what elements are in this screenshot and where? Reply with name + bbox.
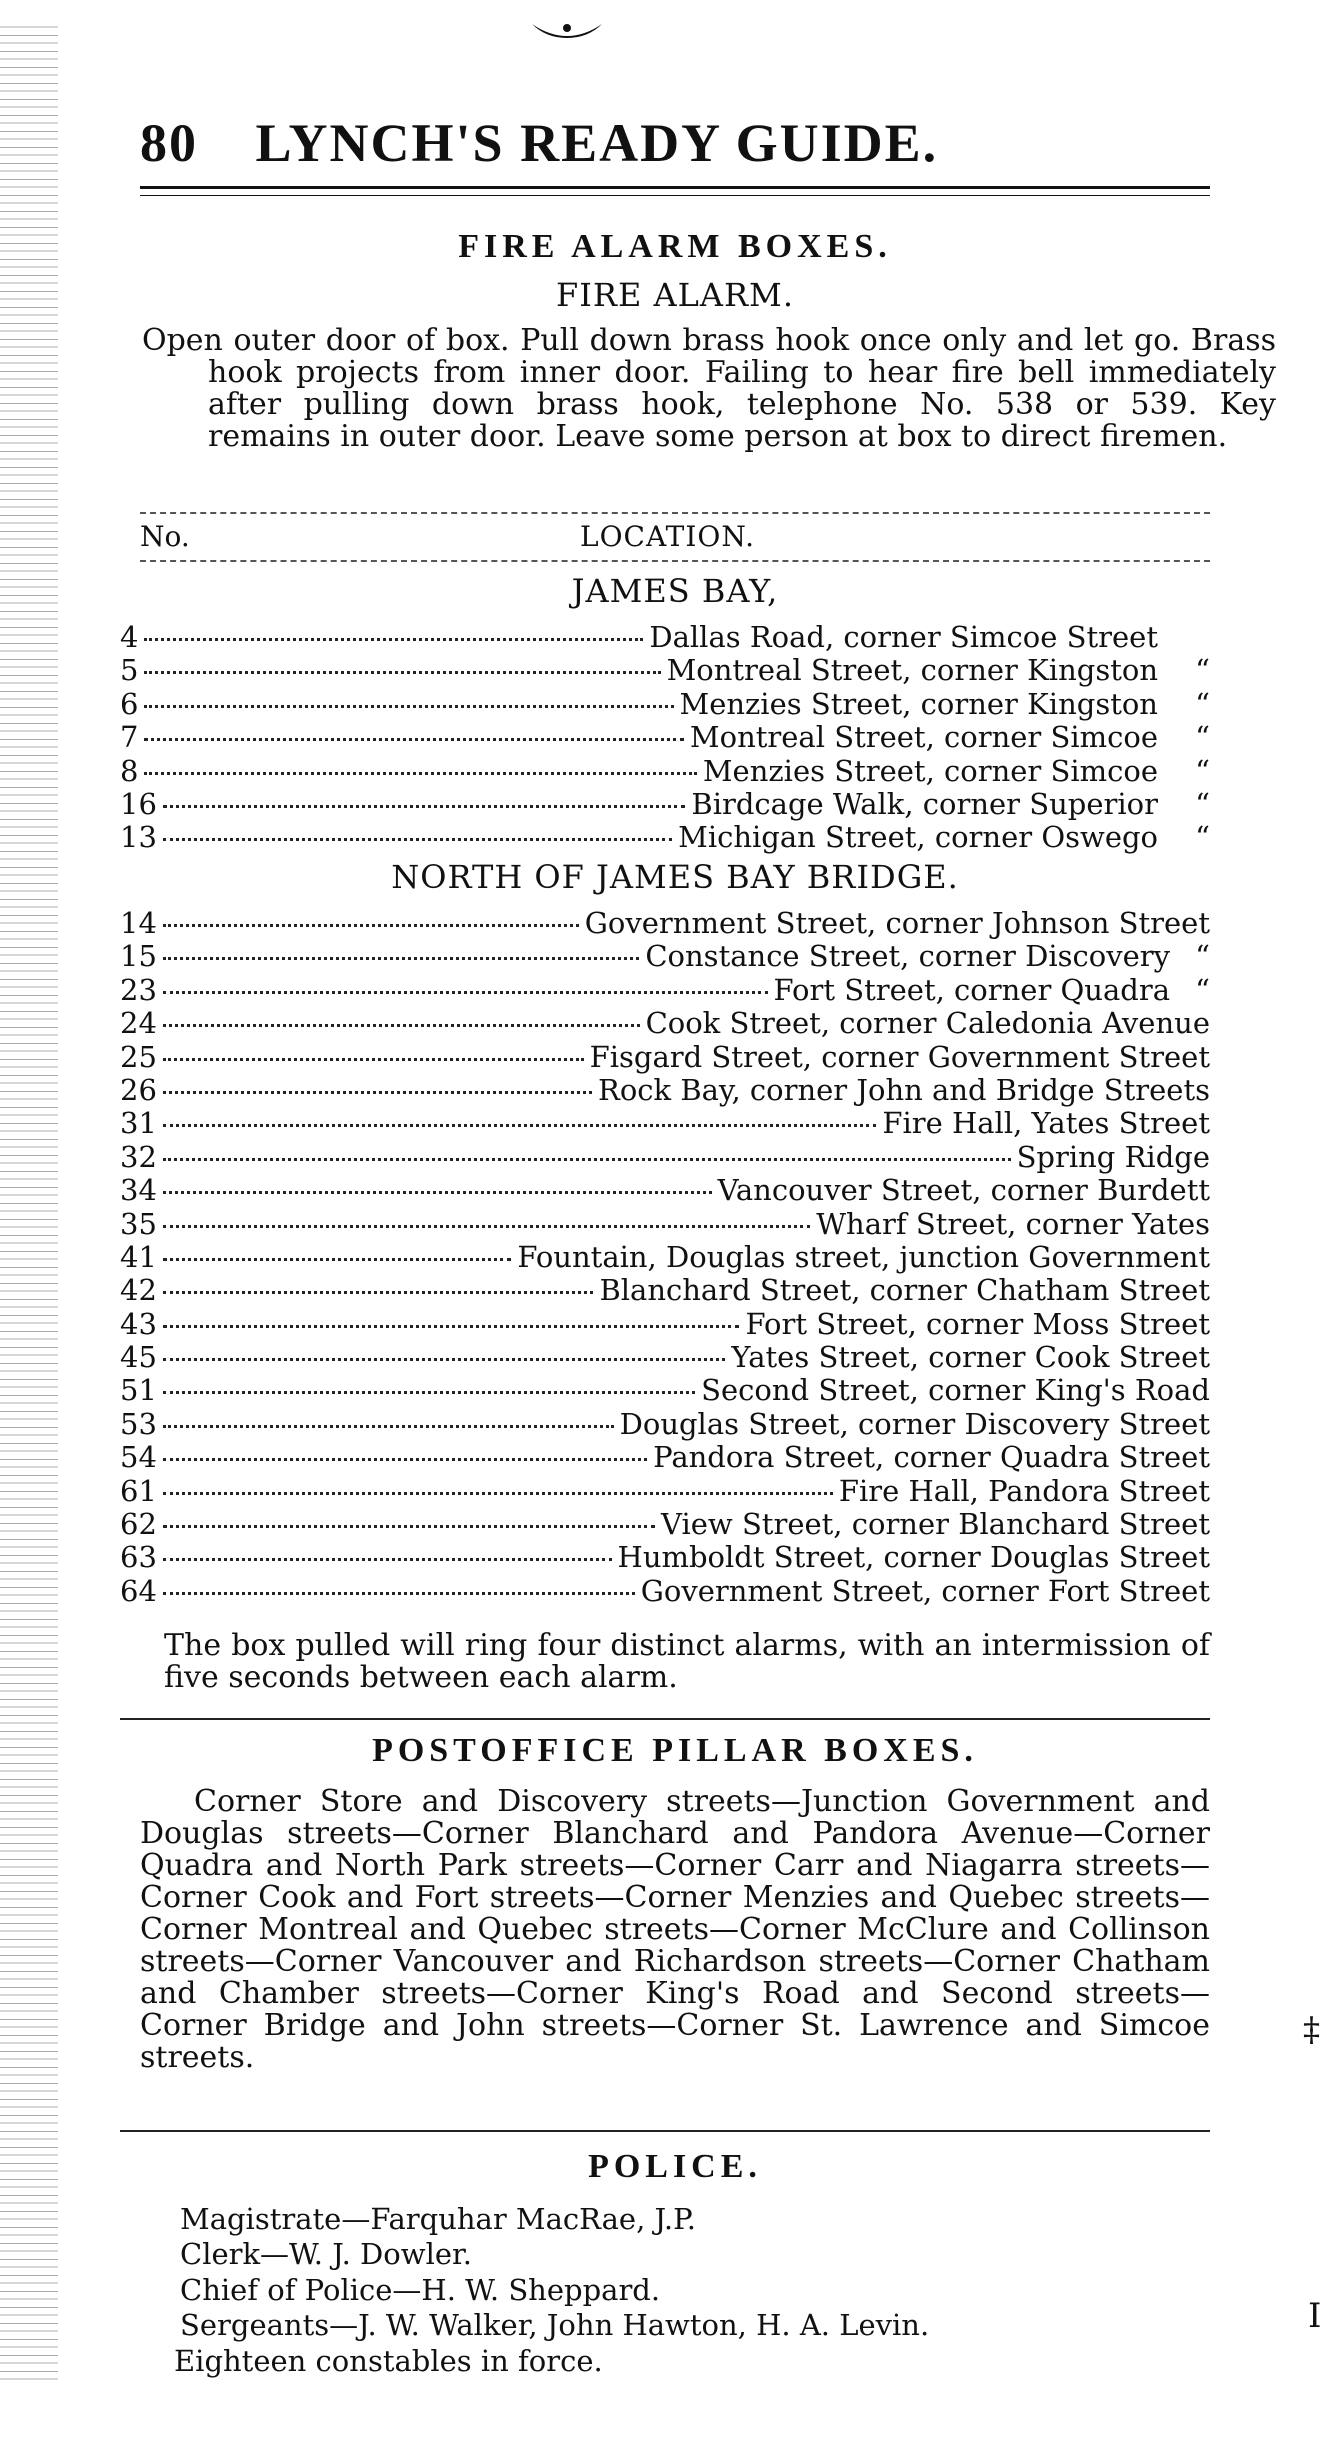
dot-leader (163, 991, 768, 994)
fire-box-location: Yates Street, corner Cook Street (731, 1340, 1210, 1375)
dot-leader (144, 638, 643, 641)
dot-leader (163, 1024, 640, 1027)
fire-box-number: 31 (120, 1106, 157, 1141)
fire-box-location: Douglas Street, corner Discovery Street (619, 1406, 1210, 1441)
fire-box-location: Michigan Street, corner Oswego (678, 820, 1158, 855)
fire-alarm-note: The box pulled will ring four distinct alarms, with an intermission of five seconds between each alarm. (164, 1628, 1210, 1695)
dot-leader (163, 1525, 655, 1528)
fire-box-number: 35 (120, 1206, 157, 1241)
fire-box-location: Spring Ridge (1016, 1139, 1210, 1174)
fire-box-number: 54 (120, 1440, 157, 1475)
fire-box-number: 34 (120, 1173, 157, 1208)
fire-box-location: View Street, corner Blanchard Street (661, 1507, 1210, 1542)
fire-box-row (120, 1207, 1210, 1240)
fire-box-row (120, 1006, 1210, 1039)
fire-box-row (120, 754, 1210, 787)
dot-leader (163, 1124, 876, 1127)
page-number: 80 (140, 113, 198, 173)
fire-box-list-james-bay (120, 620, 1210, 854)
dot-leader (163, 924, 579, 927)
fire-alarm-subheading: FIRE ALARM. (556, 276, 794, 314)
fire-box-location: Fire Hall, Pandora Street (838, 1473, 1210, 1508)
fire-box-row (120, 1040, 1210, 1073)
dot-leader (163, 805, 686, 808)
fire-box-location: Montreal Street, corner Simcoe (689, 720, 1158, 755)
area-heading-north: NORTH OF JAMES BAY BRIDGE. (391, 858, 959, 896)
fire-box-number: 61 (120, 1473, 157, 1508)
dot-leader (163, 1091, 592, 1094)
postoffice-heading: POSTOFFICE PILLAR BOXES. (372, 1732, 978, 1769)
margin-mark-right-mid: ‡ (1303, 2010, 1320, 2050)
column-rule-top (140, 512, 1210, 514)
fire-box-number: 8 (120, 753, 139, 788)
dot-leader (163, 1291, 594, 1294)
fire-alarm-heading: FIRE ALARM BOXES. (458, 228, 892, 265)
fire-box-location: Constance Street, corner Discovery (645, 939, 1170, 974)
fire-box-number: 13 (120, 820, 157, 855)
fire-box-number: 24 (120, 1006, 157, 1041)
dot-leader (163, 957, 639, 960)
fire-box-location: Government Street, corner Johnson Street (584, 906, 1210, 940)
fire-box-row (120, 1373, 1210, 1406)
fire-box-location: Wharf Street, corner Yates (816, 1206, 1210, 1241)
fire-box-number: 23 (120, 972, 157, 1007)
fire-box-number: 42 (120, 1273, 157, 1308)
fire-box-location: Fire Hall, Yates Street (882, 1106, 1210, 1141)
fire-box-row (120, 1507, 1210, 1540)
fire-box-number: 63 (120, 1540, 157, 1575)
fire-box-row (120, 1173, 1210, 1206)
dot-leader (144, 705, 673, 708)
fire-box-location: Fisgard Street, corner Government Street (589, 1039, 1210, 1074)
fire-box-row (120, 939, 1210, 972)
ditto-mark: “ (1195, 720, 1210, 755)
fire-box-location: Menzies Street, corner Kingston (679, 686, 1158, 721)
area-heading-james-bay: JAMES BAY, (571, 572, 779, 610)
dot-leader (144, 671, 660, 674)
police-magistrate: Magistrate—Farquhar MacRae, J.P. (180, 2202, 696, 2236)
fire-box-row (120, 1240, 1210, 1273)
fire-box-number: 41 (120, 1239, 157, 1274)
dot-leader (163, 1492, 833, 1495)
fire-box-number: 43 (120, 1306, 157, 1341)
ornament-icon (528, 18, 606, 46)
postoffice-text: Corner Store and Discovery streets—Junction Government and Douglas streets—Corner Blanchard and Pandora Avenue—Corner Quadra and North Park streets—Corner Carr and Niagarra streets—Corner Cook and Fort streets—Corner Menzies and Quebec streets—Corner Montreal and Quebec streets—Corner McClure and Collinson streets—Corner Vancouver and Richardson streets—Corner Chatham and Chamber streets—Corner King's Road and Second streets—Corner Bridge and John streets—Corner St. Lawrence and Simcoe streets. (140, 1784, 1210, 2075)
fire-box-row (120, 973, 1210, 1006)
ditto-mark: “ (1195, 939, 1210, 974)
fire-box-location: Vancouver Street, corner Burdett (717, 1173, 1210, 1208)
dot-leader (163, 1191, 712, 1194)
fire-box-row (120, 653, 1210, 686)
fire-box-number: 64 (120, 1573, 157, 1608)
fire-box-number: 16 (120, 786, 157, 821)
fire-box-number: 26 (120, 1072, 157, 1107)
fire-box-number: 6 (120, 686, 139, 721)
fire-box-location: Fountain, Douglas street, junction Government (517, 1239, 1210, 1274)
column-rule-bottom (140, 560, 1210, 562)
ditto-mark: “ (1195, 686, 1210, 721)
fire-box-list-north (120, 906, 1210, 1607)
fire-box-row (120, 1440, 1210, 1473)
fire-box-row (120, 1106, 1210, 1139)
dot-leader (163, 1058, 584, 1061)
dot-leader (163, 1592, 635, 1595)
ditto-mark: “ (1195, 820, 1210, 855)
dot-leader (163, 1158, 1011, 1161)
ditto-mark: “ (1195, 786, 1210, 821)
header-rule (140, 186, 1210, 196)
binding-edge (0, 20, 58, 2380)
fire-box-location: Humboldt Street, corner Douglas Street (617, 1540, 1210, 1575)
fire-box-row (120, 1140, 1210, 1173)
ditto-mark: “ (1195, 972, 1210, 1007)
column-header-no: No. (140, 520, 190, 553)
fire-box-location: Rock Bay, corner John and Bridge Streets (598, 1072, 1210, 1107)
fire-box-row (120, 1273, 1210, 1306)
fire-box-row (120, 1474, 1210, 1507)
fire-box-number: 53 (120, 1406, 157, 1441)
fire-box-row (120, 1574, 1210, 1607)
running-title: LYNCH'S READY GUIDE. (255, 113, 939, 173)
fire-box-location: Pandora Street, corner Quadra Street (653, 1440, 1210, 1475)
fire-box-location: Dallas Road, corner Simcoe Street (649, 620, 1158, 654)
police-heading: POLICE. (588, 2148, 762, 2185)
fire-box-row (120, 1540, 1210, 1573)
column-header-location: LOCATION. (580, 520, 755, 553)
fire-box-location: Second Street, corner King's Road (701, 1373, 1210, 1408)
fire-box-row (120, 687, 1210, 720)
fire-alarm-instructions: Open outer door of box. Pull down brass hook once only and let go. Brass hook projects from inner door. Failing to hear fire bell immediately after pulling down brass hook, telephone No. 538 or 539. Key remains in outer door. Leave some person at box to direct firemen. (142, 323, 1276, 454)
fire-box-number: 62 (120, 1507, 157, 1542)
police-clerk: Clerk—W. J. Dowler. (180, 2237, 472, 2272)
fire-box-row (120, 820, 1210, 853)
fire-box-number: 4 (120, 620, 139, 654)
ditto-mark: “ (1195, 753, 1210, 788)
dot-leader (163, 1391, 695, 1394)
dot-leader (163, 1558, 612, 1561)
dot-leader (163, 1458, 647, 1461)
dot-leader (144, 772, 696, 775)
police-sergeants: Sergeants—J. W. Walker, John Hawton, H. A. Levin. (180, 2308, 930, 2343)
fire-box-number: 7 (120, 720, 139, 755)
fire-box-location: Cook Street, corner Caledonia Avenue (645, 1006, 1210, 1041)
dot-leader (144, 738, 683, 741)
fire-box-row (120, 1307, 1210, 1340)
police-chief: Chief of Police—H. W. Sheppard. (180, 2272, 661, 2307)
section-rule-1 (120, 1718, 1210, 1720)
fire-box-location: Fort Street, corner Moss Street (745, 1306, 1210, 1341)
dot-leader (163, 1225, 810, 1228)
fire-box-row (120, 1340, 1210, 1373)
dot-leader (163, 838, 672, 841)
police-list (174, 2202, 1180, 2379)
fire-box-number: 5 (120, 653, 139, 688)
fire-box-number: 32 (120, 1139, 157, 1174)
fire-box-number: 51 (120, 1373, 157, 1408)
fire-box-location: Menzies Street, corner Simcoe (702, 753, 1158, 788)
dot-leader (163, 1425, 614, 1428)
fire-box-row (120, 787, 1210, 820)
fire-box-row (120, 1407, 1210, 1440)
fire-box-number: 14 (120, 906, 157, 940)
fire-box-row (120, 720, 1210, 753)
page-header (140, 112, 1210, 174)
dot-leader (163, 1358, 725, 1361)
ditto-mark: “ (1195, 653, 1210, 688)
dot-leader (163, 1258, 511, 1261)
fire-box-location: Montreal Street, corner Kingston (666, 653, 1158, 688)
fire-box-location: Birdcage Walk, corner Superior (691, 786, 1158, 821)
fire-box-number: 25 (120, 1039, 157, 1074)
dot-leader (163, 1325, 740, 1328)
fire-box-row (120, 620, 1210, 653)
fire-box-location: Government Street, corner Fort Street (640, 1573, 1210, 1608)
fire-box-location: Blanchard Street, corner Chatham Street (599, 1273, 1210, 1308)
fire-box-number: 45 (120, 1340, 157, 1375)
section-rule-2 (120, 2130, 1210, 2132)
fire-box-row (120, 906, 1210, 939)
fire-box-row (120, 1073, 1210, 1106)
police-constables: Eighteen constables in force. (174, 2343, 603, 2378)
fire-box-location: Fort Street, corner Quadra (773, 972, 1170, 1007)
margin-mark-right-bottom: I (1308, 2296, 1322, 2336)
fire-box-number: 15 (120, 939, 157, 974)
